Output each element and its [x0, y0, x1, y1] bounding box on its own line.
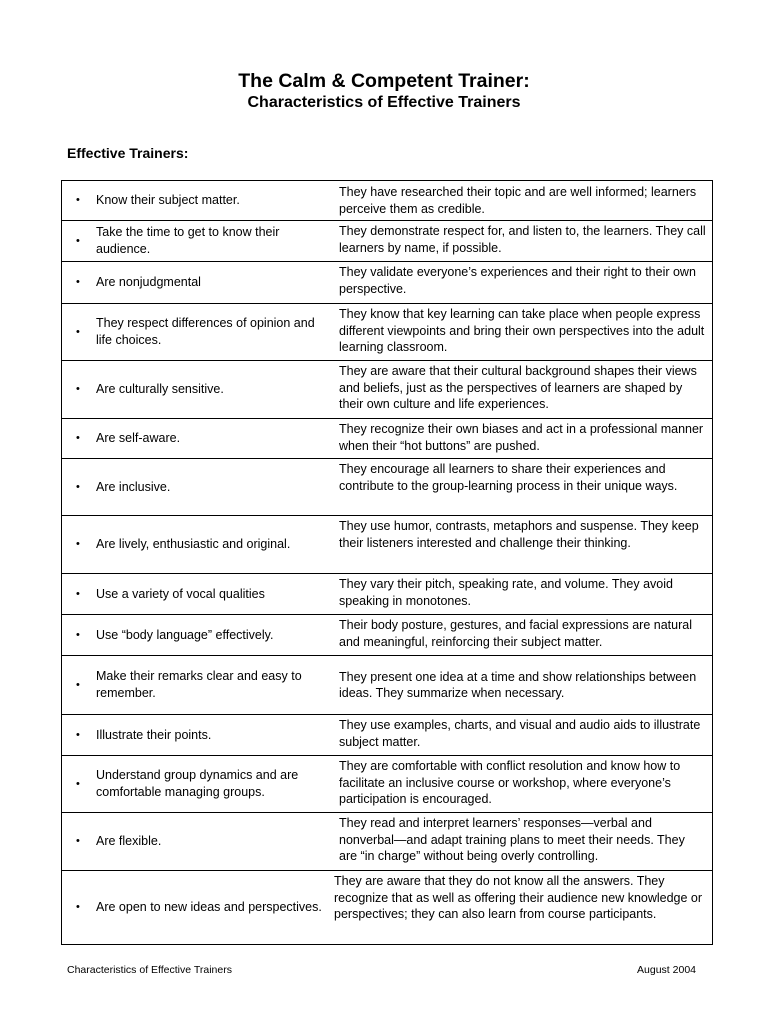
table-row: [62, 813, 712, 871]
table-row: [62, 574, 712, 615]
table-row: [62, 181, 712, 221]
table-row: [62, 756, 712, 813]
trait-cell: [62, 221, 331, 261]
bullet-icon: •: [76, 194, 80, 206]
description-cell: They encourage all learners to share their experiences and contribute to the group-learning process in their unique ways.: [339, 462, 678, 493]
trait-text: Are self-aware.: [96, 431, 181, 445]
document-title: The Calm & Competent Trainer:: [238, 70, 530, 92]
description-cell: They validate everyone’s experiences and their right to their own perspective.: [339, 265, 696, 296]
description-cell: They recognize their own biases and act in a professional manner when their “hot buttons” are pushed.: [339, 422, 704, 453]
description-cell: They use examples, charts, and visual and audio aids to illustrate subject matter.: [339, 718, 701, 749]
trait-text: Use a variety of vocal qualities: [96, 586, 265, 601]
description-cell: They are comfortable with conflict resolution and know how to facilitate an inclusive course or workshop, where everyone’s participation is encouraged.: [339, 759, 681, 806]
description-text: They present one idea at a time and show relationships between ideas. They summarize when necessary.: [339, 669, 697, 700]
description-cell: Their body posture, gestures, and facial expressions are natural and meaningful, reinforcing their subject matter.: [339, 618, 692, 649]
description-cell: They read and interpret learners’ responses—verbal and nonverbal—and adapt training plans to meet their needs. They are “in charge” without being overly controlling.: [339, 816, 685, 863]
trait-text: Use “body language” effectively.: [96, 627, 274, 642]
trait-cell: [62, 516, 331, 573]
table-row: [62, 715, 712, 756]
bullet-icon: •: [76, 835, 80, 847]
trait-text: Are lively, enthusiastic and original.: [96, 537, 291, 551]
trait-text: They respect differences of opinion and life choices.: [96, 316, 315, 347]
trait-cell: [62, 871, 331, 944]
table-row: [62, 221, 712, 262]
trait-cell: [62, 574, 331, 614]
trait-cell: [62, 615, 331, 655]
footer-document-title: Characteristics of Effective Trainers: [67, 964, 232, 976]
description-cell: They vary their pitch, speaking rate, and volume. They avoid speaking in monotones.: [339, 577, 673, 608]
trait-text: Are inclusive.: [96, 479, 171, 494]
description-cell: They demonstrate respect for, and listen to, the learners. They call learners by name, if possible.: [339, 224, 706, 255]
table-row: [62, 459, 712, 516]
trait-text: Are open to new ideas and perspectives.: [96, 900, 322, 914]
bullet-icon: •: [76, 678, 80, 691]
trait-cell: [62, 419, 331, 458]
description-cell: They know that key learning can take place when people express different viewpoints and bring their own perspectives into the adult learning classroom.: [339, 307, 705, 354]
bullet-icon: •: [76, 538, 80, 550]
trait-cell: [62, 361, 331, 418]
section-heading: Effective Trainers:: [67, 145, 189, 161]
trait-text: Illustrate their points.: [96, 727, 212, 742]
bullet-icon: •: [76, 777, 80, 790]
trait-cell: [62, 715, 331, 755]
table-row: [62, 656, 712, 715]
bullet-icon: •: [76, 901, 80, 913]
bullet-icon: •: [76, 383, 80, 395]
table-row: [62, 262, 712, 304]
description-cell: They are aware that they do not know all the answers. They recognize that as well as offering their audience new knowledge or perspectives; they can also learn from course participants.: [334, 874, 703, 921]
bullet-icon: •: [76, 480, 80, 493]
bullet-icon: •: [76, 628, 80, 641]
table-row: [62, 516, 712, 574]
trait-cell: [62, 181, 331, 220]
trait-text: Understand group dynamics and are comfortable managing groups.: [96, 768, 299, 799]
trait-cell: [62, 756, 331, 812]
trait-text: Are culturally sensitive.: [96, 382, 224, 396]
bullet-icon: •: [76, 587, 80, 600]
description-cell: They have researched their topic and are well informed; learners perceive them as credible.: [339, 185, 697, 216]
trait-text: Are nonjudgmental: [96, 275, 201, 289]
trait-text: Know their subject matter.: [96, 193, 240, 207]
bullet-icon: •: [76, 728, 80, 741]
table-row: [62, 361, 712, 419]
trait-text: Are flexible.: [96, 834, 162, 848]
characteristics-table: [61, 180, 713, 945]
footer-date: August 2004: [637, 964, 696, 976]
trait-cell: [62, 304, 331, 360]
trait-cell: [62, 656, 331, 714]
document-subtitle: Characteristics of Effective Trainers: [247, 94, 521, 111]
bullet-icon: •: [76, 432, 80, 444]
trait-text: Take the time to get to know their audience.: [96, 225, 280, 256]
table-row: [62, 419, 712, 459]
table-row: [62, 615, 712, 656]
description-cell: They use humor, contrasts, metaphors and suspense. They keep their listeners interested and challenge their thinking.: [339, 519, 699, 550]
trait-cell: [62, 813, 331, 870]
table-row: [62, 304, 712, 361]
trait-cell: [62, 262, 331, 303]
bullet-icon: •: [76, 234, 80, 247]
bullet-icon: •: [76, 276, 80, 288]
trait-text: Make their remarks clear and easy to remember.: [96, 669, 302, 700]
description-cell: [331, 656, 712, 714]
bullet-icon: •: [76, 325, 80, 338]
trait-cell: [62, 459, 331, 515]
table-row: [62, 871, 712, 944]
description-cell: They are aware that their cultural background shapes their views and beliefs, just as the perspectives of learners are shaped by their own culture and life experiences.: [339, 364, 697, 411]
